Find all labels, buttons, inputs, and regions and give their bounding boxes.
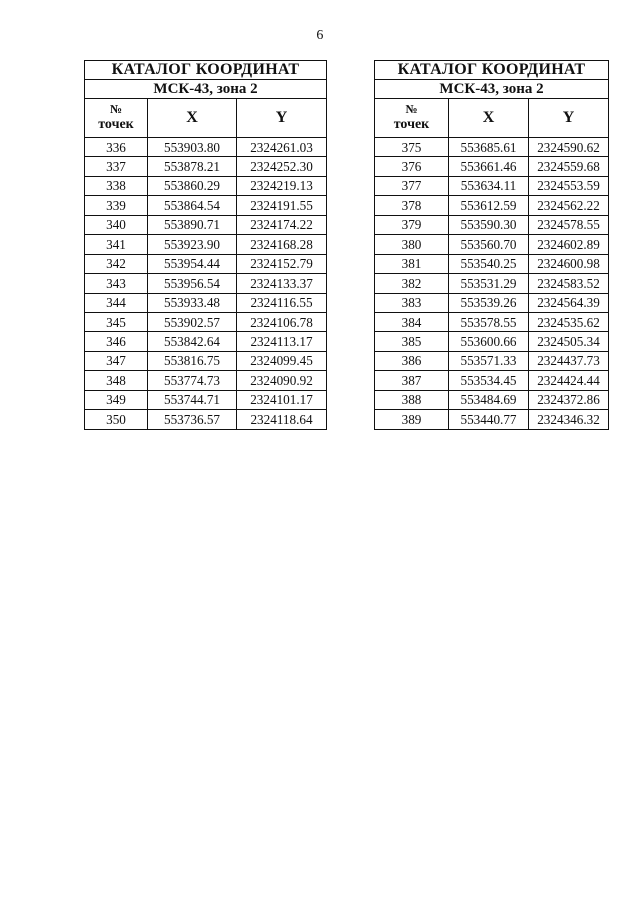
y-coordinate-cell: 2324346.32	[529, 410, 609, 429]
catalog-body	[375, 138, 609, 430]
x-coordinate-cell: 553540.25	[449, 254, 529, 273]
y-coordinate-cell: 2324168.28	[237, 235, 327, 254]
point-number-cell: 375	[375, 138, 449, 157]
catalog-zone: МСК-43, зона 2	[85, 80, 327, 99]
y-coordinate-cell: 2324101.17	[237, 390, 327, 409]
x-coordinate-cell: 553816.75	[148, 351, 237, 370]
x-coordinate-cell: 553539.26	[449, 293, 529, 312]
y-coordinate-cell: 2324118.64	[237, 410, 327, 429]
point-number-cell: 349	[85, 390, 148, 409]
x-coordinate-cell: 553956.54	[148, 274, 237, 293]
table-row	[85, 254, 327, 273]
y-coordinate-cell: 2324252.30	[237, 157, 327, 176]
column-header-point-number	[375, 99, 449, 138]
point-number-cell: 340	[85, 215, 148, 234]
table-row	[85, 332, 327, 351]
x-coordinate-cell: 553864.54	[148, 196, 237, 215]
y-coordinate-cell: 2324099.45	[237, 351, 327, 370]
point-number-cell: 389	[375, 410, 449, 429]
table-row	[375, 235, 609, 254]
table-row	[375, 215, 609, 234]
point-number-cell: 337	[85, 157, 148, 176]
table-row	[85, 157, 327, 176]
point-number-cell: 342	[85, 254, 148, 273]
number-sign: №	[405, 102, 418, 117]
point-number-cell: 346	[85, 332, 148, 351]
y-coordinate-cell: 2324562.22	[529, 196, 609, 215]
column-header-y: Y	[237, 99, 327, 138]
x-coordinate-cell: 553578.55	[449, 312, 529, 331]
point-number-cell: 344	[85, 293, 148, 312]
x-coordinate-cell: 553661.46	[449, 157, 529, 176]
point-number-cell: 377	[375, 176, 449, 195]
y-coordinate-cell: 2324602.89	[529, 235, 609, 254]
table-row	[375, 390, 609, 409]
y-coordinate-cell: 2324564.39	[529, 293, 609, 312]
point-number-cell: 380	[375, 235, 449, 254]
x-coordinate-cell: 553484.69	[449, 390, 529, 409]
table-row	[85, 410, 327, 429]
x-coordinate-cell: 553634.11	[449, 176, 529, 195]
table-row	[85, 196, 327, 215]
column-header-x: X	[148, 99, 237, 138]
point-number-cell: 376	[375, 157, 449, 176]
y-coordinate-cell: 2324600.98	[529, 254, 609, 273]
table-row	[375, 157, 609, 176]
point-number-cell: 381	[375, 254, 449, 273]
point-number-cell: 386	[375, 351, 449, 370]
x-coordinate-cell: 553878.21	[148, 157, 237, 176]
x-coordinate-cell: 553612.59	[449, 196, 529, 215]
point-number-cell: 350	[85, 410, 148, 429]
table-row	[85, 215, 327, 234]
point-number-cell: 343	[85, 274, 148, 293]
coordinate-catalog-table-right	[374, 60, 609, 430]
catalog-body	[85, 138, 327, 430]
point-number-cell: 388	[375, 390, 449, 409]
y-coordinate-cell: 2324152.79	[237, 254, 327, 273]
table-row	[375, 138, 609, 157]
table-row	[85, 312, 327, 331]
x-coordinate-cell: 553903.80	[148, 138, 237, 157]
x-coordinate-cell: 553560.70	[449, 235, 529, 254]
y-coordinate-cell: 2324133.37	[237, 274, 327, 293]
x-coordinate-cell: 553600.66	[449, 332, 529, 351]
y-coordinate-cell: 2324191.55	[237, 196, 327, 215]
table-row	[375, 254, 609, 273]
table-row	[85, 176, 327, 195]
y-coordinate-cell: 2324578.55	[529, 215, 609, 234]
point-number-cell: 348	[85, 371, 148, 390]
column-header-y: Y	[529, 99, 609, 138]
y-coordinate-cell: 2324424.44	[529, 371, 609, 390]
point-number-cell: 341	[85, 235, 148, 254]
table-row	[375, 274, 609, 293]
x-coordinate-cell: 553933.48	[148, 293, 237, 312]
table-row	[375, 312, 609, 331]
y-coordinate-cell: 2324090.92	[237, 371, 327, 390]
catalog-zone: МСК-43, зона 2	[375, 80, 609, 99]
point-number-cell: 379	[375, 215, 449, 234]
point-number-cell: 387	[375, 371, 449, 390]
y-coordinate-cell: 2324372.86	[529, 390, 609, 409]
x-coordinate-cell: 553744.71	[148, 390, 237, 409]
x-coordinate-cell: 553954.44	[148, 254, 237, 273]
point-number-cell: 345	[85, 312, 148, 331]
y-coordinate-cell: 2324261.03	[237, 138, 327, 157]
y-coordinate-cell: 2324113.17	[237, 332, 327, 351]
catalog-title: КАТАЛОГ КООРДИНАТ	[375, 61, 609, 80]
y-coordinate-cell: 2324219.13	[237, 176, 327, 195]
y-coordinate-cell: 2324583.52	[529, 274, 609, 293]
y-coordinate-cell: 2324559.68	[529, 157, 609, 176]
column-header-point-number	[85, 99, 148, 138]
table-row	[85, 293, 327, 312]
y-coordinate-cell: 2324437.73	[529, 351, 609, 370]
x-coordinate-cell: 553890.71	[148, 215, 237, 234]
y-coordinate-cell: 2324535.62	[529, 312, 609, 331]
x-coordinate-cell: 553774.73	[148, 371, 237, 390]
x-coordinate-cell: 553736.57	[148, 410, 237, 429]
y-coordinate-cell: 2324106.78	[237, 312, 327, 331]
table-row	[85, 274, 327, 293]
point-number-cell: 382	[375, 274, 449, 293]
x-coordinate-cell: 553531.29	[449, 274, 529, 293]
x-coordinate-cell: 553440.77	[449, 410, 529, 429]
point-number-cell: 347	[85, 351, 148, 370]
table-row	[375, 293, 609, 312]
x-coordinate-cell: 553590.30	[449, 215, 529, 234]
table-row	[85, 351, 327, 370]
column-header-x: X	[449, 99, 529, 138]
table-row	[85, 138, 327, 157]
y-coordinate-cell: 2324505.34	[529, 332, 609, 351]
point-number-cell: 384	[375, 312, 449, 331]
table-row	[85, 235, 327, 254]
points-label: точек	[393, 117, 430, 133]
point-number-cell: 378	[375, 196, 449, 215]
x-coordinate-cell: 553923.90	[148, 235, 237, 254]
table-row	[85, 371, 327, 390]
table-row	[375, 176, 609, 195]
x-coordinate-cell: 553902.57	[148, 312, 237, 331]
table-row	[375, 332, 609, 351]
x-coordinate-cell: 553842.64	[148, 332, 237, 351]
number-sign: №	[109, 102, 123, 117]
y-coordinate-cell: 2324174.22	[237, 215, 327, 234]
table-row	[375, 351, 609, 370]
table-row	[375, 371, 609, 390]
point-number-cell: 339	[85, 196, 148, 215]
y-coordinate-cell: 2324116.55	[237, 293, 327, 312]
points-label: точек	[98, 117, 134, 133]
point-number-cell: 383	[375, 293, 449, 312]
y-coordinate-cell: 2324553.59	[529, 176, 609, 195]
y-coordinate-cell: 2324590.62	[529, 138, 609, 157]
table-row	[375, 196, 609, 215]
x-coordinate-cell: 553571.33	[449, 351, 529, 370]
coordinate-catalog-table-left	[84, 60, 327, 430]
x-coordinate-cell: 553860.29	[148, 176, 237, 195]
table-row	[85, 390, 327, 409]
point-number-cell: 338	[85, 176, 148, 195]
page-number: 6	[316, 28, 324, 43]
table-row	[375, 410, 609, 429]
x-coordinate-cell: 553685.61	[449, 138, 529, 157]
catalog-title: КАТАЛОГ КООРДИНАТ	[85, 61, 327, 80]
point-number-cell: 336	[85, 138, 148, 157]
point-number-cell: 385	[375, 332, 449, 351]
x-coordinate-cell: 553534.45	[449, 371, 529, 390]
